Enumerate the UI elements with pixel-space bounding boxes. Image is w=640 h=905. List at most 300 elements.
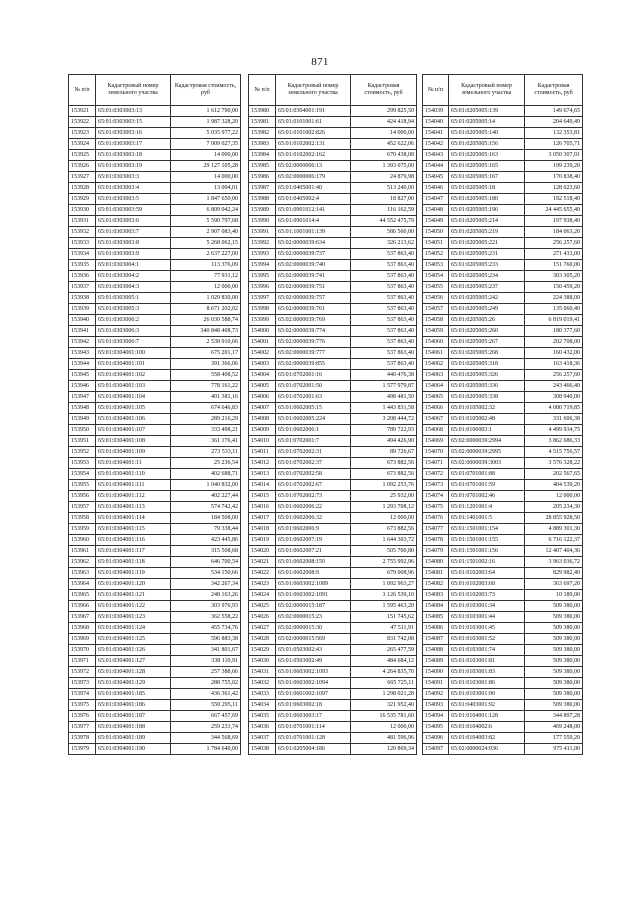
row-number: 153999 xyxy=(249,315,276,326)
row-number: 153996 xyxy=(249,282,276,293)
table-row xyxy=(69,370,241,381)
cadastral-value: 16 535 781,60 xyxy=(351,711,417,722)
row-number: 153949 xyxy=(69,414,96,425)
cadastral-value: 509 380,00 xyxy=(525,601,583,612)
row-number: 154056 xyxy=(423,293,449,304)
page-number: 871 xyxy=(311,56,329,68)
cadastral-value: 679 008,96 xyxy=(351,568,417,579)
row-number: 154003 xyxy=(249,359,276,370)
table-row xyxy=(423,447,583,458)
register-table-2 xyxy=(248,74,417,755)
row-number: 153992 xyxy=(249,238,276,249)
cadastral-number: 65:01:0901014:4 xyxy=(276,216,351,227)
cadastral-value: 1 092 253,76 xyxy=(351,480,417,491)
table-row xyxy=(249,293,417,304)
cadastral-value: 537 863,40 xyxy=(351,249,417,260)
cadastral-value: 24 879,98 xyxy=(351,172,417,183)
row-number: 154010 xyxy=(249,436,276,447)
row-number: 153958 xyxy=(69,513,96,524)
table-row xyxy=(69,733,241,744)
cadastral-value: 184 063,20 xyxy=(525,227,583,238)
row-number: 154054 xyxy=(423,271,449,282)
cadastral-value: 2 755 992,96 xyxy=(351,557,417,568)
cadastral-value: 537 863,40 xyxy=(351,348,417,359)
table-row xyxy=(69,282,241,293)
cadastral-value: 509 380,00 xyxy=(525,634,583,645)
row-number: 154090 xyxy=(423,667,449,678)
row-number: 153998 xyxy=(249,304,276,315)
table-row xyxy=(249,557,417,568)
row-number: 153938 xyxy=(69,293,96,304)
cadastral-number: 65:01:0603002:1094 xyxy=(276,678,351,689)
table-row xyxy=(249,106,417,117)
row-number: 154048 xyxy=(423,205,449,216)
cadastral-number: 65:01:0103001:81 xyxy=(449,656,525,667)
cadastral-number: 65:01:0303003:16 xyxy=(96,128,171,139)
cadastral-number: 65:01:0304001:115 xyxy=(96,524,171,535)
row-number: 154004 xyxy=(249,370,276,381)
table-row xyxy=(69,414,241,425)
cadastral-number: 65:01:0205005:14 xyxy=(449,117,525,128)
cadastral-value: 204 649,49 xyxy=(525,117,583,128)
cadastral-value: 831 742,08 xyxy=(351,634,417,645)
row-number: 153978 xyxy=(69,733,96,744)
cadastral-value: 47 511,91 xyxy=(351,623,417,634)
table-row xyxy=(69,612,241,623)
cadastral-number: 65:01:0303003:13 xyxy=(96,106,171,117)
cadastral-number: 65:01:0304001:113 xyxy=(96,502,171,513)
cadastral-value: 1 847 650,00 xyxy=(171,194,241,205)
cadastral-value: 256 257,60 xyxy=(525,238,583,249)
row-number: 154007 xyxy=(249,403,276,414)
table-row xyxy=(249,227,417,238)
cadastral-value: 2 907 083,40 xyxy=(171,227,241,238)
cadastral-value: 537 863,40 xyxy=(351,359,417,370)
cadastral-value: 4 515 756,57 xyxy=(525,447,583,458)
row-number: 154036 xyxy=(249,722,276,733)
cadastral-number: 65:02:0000039:777 xyxy=(276,348,351,359)
cadastral-number: 65:01:0205005:139 xyxy=(449,106,525,117)
table-row xyxy=(249,733,417,744)
cadastral-value: 14 000,00 xyxy=(351,128,417,139)
cadastral-number: 65:01:0304001:190 xyxy=(96,744,171,755)
table-row xyxy=(423,315,583,326)
cadastral-value: 440 476,38 xyxy=(351,370,417,381)
row-number: 154039 xyxy=(423,106,449,117)
row-number: 154002 xyxy=(249,348,276,359)
cadastral-number: 65:01:0103001:90 xyxy=(449,689,525,700)
cadastral-number: 65:01:0304001:101 xyxy=(96,359,171,370)
cadastral-number: 65:01:0303003:8 xyxy=(96,238,171,249)
row-number: 153993 xyxy=(249,249,276,260)
cadastral-number: 65:01:0303003:59 xyxy=(96,205,171,216)
cadastral-number: 65:01:0603002:18 xyxy=(276,700,351,711)
cadastral-number: 65:01:0403001:92 xyxy=(449,700,525,711)
table-row xyxy=(249,139,417,150)
table-row xyxy=(423,117,583,128)
table-row xyxy=(249,260,417,271)
cadastral-value: 436 361,42 xyxy=(171,689,241,700)
table-row xyxy=(249,700,417,711)
table-row xyxy=(69,645,241,656)
row-number: 154037 xyxy=(249,733,276,744)
table-row xyxy=(69,601,241,612)
table-row xyxy=(249,194,417,205)
table-row xyxy=(249,546,417,557)
row-number: 153956 xyxy=(69,491,96,502)
cadastral-number: 65:01:0205005:242 xyxy=(449,293,525,304)
cadastral-number: 65:02:0000006:13 xyxy=(276,161,351,172)
cadastral-number: 65:01:1501002:16 xyxy=(449,557,525,568)
cadastral-number: 65:01:0602006:32 xyxy=(276,513,351,524)
cadastral-value: 537 863,40 xyxy=(351,260,417,271)
cadastral-number: 65:02:0000039:3003 xyxy=(449,458,525,469)
table-row xyxy=(423,656,583,667)
table-row xyxy=(423,381,583,392)
cadastral-number: 65:01:0102003:73 xyxy=(449,590,525,601)
cadastral-number: 65:01:0205005:260 xyxy=(449,326,525,337)
row-number: 154055 xyxy=(423,282,449,293)
row-number: 153991 xyxy=(249,227,276,238)
cadastral-value: 132 353,81 xyxy=(525,128,583,139)
row-number: 154000 xyxy=(249,326,276,337)
cadastral-value: 192 518,40 xyxy=(525,194,583,205)
cadastral-value: 1 595 463,20 xyxy=(351,601,417,612)
cadastral-number: 65:01:0303006:7 xyxy=(96,337,171,348)
cadastral-value: 4 499 934,75 xyxy=(525,425,583,436)
cadastral-value: 14 000,00 xyxy=(171,150,241,161)
cadastral-value: 537 863,40 xyxy=(351,304,417,315)
table-row xyxy=(69,689,241,700)
cadastral-value: 89 726,67 xyxy=(351,447,417,458)
cadastral-value: 5 590 797,68 xyxy=(171,216,241,227)
cadastral-value: 135 060,40 xyxy=(525,304,583,315)
row-number: 154020 xyxy=(249,546,276,557)
row-number: 153936 xyxy=(69,271,96,282)
table-row xyxy=(69,337,241,348)
table-row xyxy=(69,150,241,161)
cadastral-value: 505 700,80 xyxy=(351,546,417,557)
cadastral-value: 197 938,40 xyxy=(525,216,583,227)
header-number: № п/п xyxy=(69,75,96,106)
table-row xyxy=(423,403,583,414)
cadastral-number: 65:01:0303003:3 xyxy=(96,172,171,183)
cadastral-value: 18 827,00 xyxy=(351,194,417,205)
cadastral-value: 509 380,00 xyxy=(525,689,583,700)
table-row xyxy=(249,128,417,139)
row-number: 154060 xyxy=(423,337,449,348)
row-number: 154052 xyxy=(423,249,449,260)
cadastral-number: 65:01:0601002:1097 xyxy=(276,689,351,700)
cadastral-number: 65:01:0303004:3 xyxy=(96,282,171,293)
row-number: 154017 xyxy=(249,513,276,524)
table-row xyxy=(69,711,241,722)
cadastral-value: 344 897,28 xyxy=(525,711,583,722)
row-number: 154026 xyxy=(249,612,276,623)
cadastral-value: 202 708,00 xyxy=(525,337,583,348)
cadastral-value: 342 267,34 xyxy=(171,579,241,590)
cadastral-value: 829 982,40 xyxy=(525,568,583,579)
cadastral-number: 65:01:0503002:49 xyxy=(276,656,351,667)
cadastral-number: 65:01:0304001:110 xyxy=(96,469,171,480)
cadastral-number: 65:01:0303003:15 xyxy=(96,117,171,128)
cadastral-number: 65:01:0701001:128 xyxy=(276,733,351,744)
row-number: 153928 xyxy=(69,183,96,194)
row-number: 153966 xyxy=(69,601,96,612)
row-number: 153922 xyxy=(69,117,96,128)
table-row xyxy=(249,436,417,447)
cadastral-value: 5 035 977,22 xyxy=(171,128,241,139)
table-row xyxy=(249,425,417,436)
cadastral-number: 65:01:0603003:17 xyxy=(276,711,351,722)
cadastral-value: 1 393 075,00 xyxy=(351,161,417,172)
row-number: 153969 xyxy=(69,634,96,645)
row-number: 154027 xyxy=(249,623,276,634)
cadastral-number: 65:01:0304001:121 xyxy=(96,590,171,601)
table-row xyxy=(423,249,583,260)
cadastral-value: 537 863,40 xyxy=(351,315,417,326)
row-number: 154087 xyxy=(423,634,449,645)
row-number: 153994 xyxy=(249,260,276,271)
table-row xyxy=(69,293,241,304)
row-number: 154013 xyxy=(249,469,276,480)
table-row xyxy=(69,502,241,513)
table-row xyxy=(249,579,417,590)
cadastral-number: 65:01:0205005:267 xyxy=(449,337,525,348)
row-number: 154076 xyxy=(423,513,449,524)
row-number: 153997 xyxy=(249,293,276,304)
table-row xyxy=(249,161,417,172)
cadastral-number: 65:01:0205005:163 xyxy=(449,150,525,161)
table-row xyxy=(249,568,417,579)
cadastral-value: 8 671 202,02 xyxy=(171,304,241,315)
table-row xyxy=(69,568,241,579)
table-row xyxy=(249,337,417,348)
cadastral-value: 481 596,96 xyxy=(351,733,417,744)
cadastral-number: 65:01:0102002:162 xyxy=(276,150,351,161)
row-number: 154088 xyxy=(423,645,449,656)
cadastral-number: 65:01:0205005:26 xyxy=(449,315,525,326)
row-number: 154044 xyxy=(423,161,449,172)
cadastral-value: 509 380,00 xyxy=(525,656,583,667)
row-number: 154001 xyxy=(249,337,276,348)
cadastral-number: 65:01:0304001:108 xyxy=(96,436,171,447)
table-row xyxy=(249,590,417,601)
cadastral-value: 12 000,00 xyxy=(525,491,583,502)
row-number: 153965 xyxy=(69,590,96,601)
cadastral-number: 65:01:0503002:43 xyxy=(276,645,351,656)
cadastral-number: 65:01:0104003:82 xyxy=(449,733,525,744)
cadastral-value: 13 004,01 xyxy=(171,183,241,194)
cadastral-value: 509 380,00 xyxy=(525,667,583,678)
cadastral-value: 646 700,54 xyxy=(171,557,241,568)
cadastral-number: 65:01:0702002:73 xyxy=(276,491,351,502)
row-number: 153931 xyxy=(69,216,96,227)
cadastral-number: 65:01:0304001:111 xyxy=(96,480,171,491)
table-row xyxy=(423,161,583,172)
row-number: 154061 xyxy=(423,348,449,359)
cadastral-number: 65:01:0602008:9 xyxy=(276,568,351,579)
table-row xyxy=(423,623,583,634)
cadastral-value: 202 567,65 xyxy=(525,469,583,480)
cadastral-number: 65:01:0602005:224 xyxy=(276,414,351,425)
cadastral-number: 65:01:0205005:219 xyxy=(449,227,525,238)
row-number: 153977 xyxy=(69,722,96,733)
cadastral-number: 65:01:0303003:19 xyxy=(96,161,171,172)
table-row xyxy=(249,447,417,458)
cadastral-number: 65:01:0405002:4 xyxy=(276,194,351,205)
row-number: 153963 xyxy=(69,568,96,579)
row-number: 153937 xyxy=(69,282,96,293)
cadastral-value: 558 408,52 xyxy=(171,370,241,381)
row-number: 153990 xyxy=(249,216,276,227)
row-number: 153935 xyxy=(69,260,96,271)
cadastral-value: 44 552 475,79 xyxy=(351,216,417,227)
table-row xyxy=(249,381,417,392)
cadastral-value: 321 952,40 xyxy=(351,700,417,711)
row-number: 153962 xyxy=(69,557,96,568)
table-row xyxy=(69,722,241,733)
cadastral-number: 65:01:0205004:186 xyxy=(276,744,351,755)
row-number: 154095 xyxy=(423,722,449,733)
cadastral-number: 65:02:0000015:187 xyxy=(276,601,351,612)
cadastral-value: 1 644 303,72 xyxy=(351,535,417,546)
table-row xyxy=(69,194,241,205)
cadastral-number: 65:01:0103001:45 xyxy=(449,623,525,634)
table-row xyxy=(249,304,417,315)
cadastral-number: 65:01:0205005:233 xyxy=(449,260,525,271)
cadastral-number: 65:01:1501001:155 xyxy=(449,535,525,546)
cadastral-value: 675 201,17 xyxy=(171,348,241,359)
cadastral-value: 537 863,40 xyxy=(351,282,417,293)
cadastral-value: 3 576 328,22 xyxy=(525,458,583,469)
table-row xyxy=(423,260,583,271)
row-number: 154006 xyxy=(249,392,276,403)
cadastral-number: 65:01:0103001:86 xyxy=(449,678,525,689)
row-number: 153985 xyxy=(249,161,276,172)
cadastral-value: 151 745,62 xyxy=(351,612,417,623)
table-row xyxy=(249,458,417,469)
table-row xyxy=(249,645,417,656)
cadastral-value: 1 293 708,12 xyxy=(351,502,417,513)
row-number: 153989 xyxy=(249,205,276,216)
cadastral-number: 65:01:0304001:126 xyxy=(96,645,171,656)
row-number: 154065 xyxy=(423,392,449,403)
cadastral-value: 4 080 719,85 xyxy=(525,403,583,414)
table-row xyxy=(69,579,241,590)
row-number: 153976 xyxy=(69,711,96,722)
cadastral-number: 65:01:0101002:826 xyxy=(276,128,351,139)
cadastral-value: 537 863,40 xyxy=(351,326,417,337)
cadastral-value: 205 234,30 xyxy=(525,502,583,513)
table-row xyxy=(249,634,417,645)
row-number: 153941 xyxy=(69,326,96,337)
row-number: 154028 xyxy=(249,634,276,645)
cadastral-number: 65:01:0205005:140 xyxy=(449,128,525,139)
row-number: 153970 xyxy=(69,645,96,656)
row-number: 154049 xyxy=(423,216,449,227)
row-number: 154032 xyxy=(249,678,276,689)
table-row xyxy=(69,359,241,370)
row-number: 154011 xyxy=(249,447,276,458)
cadastral-value: 224 388,00 xyxy=(525,293,583,304)
table-row xyxy=(423,469,583,480)
cadastral-value: 550 295,11 xyxy=(171,700,241,711)
table-row xyxy=(249,271,417,282)
table-body xyxy=(249,106,417,755)
cadastral-value: 586 560,00 xyxy=(351,227,417,238)
row-number: 154031 xyxy=(249,667,276,678)
cadastral-number: 65:01:0603002:1089 xyxy=(276,579,351,590)
cadastral-number: 65:01:0701001:114 xyxy=(276,722,351,733)
cadastral-number: 65:01:0304001:103 xyxy=(96,381,171,392)
cadastral-number: 65:01:0303003:17 xyxy=(96,139,171,150)
cadastral-number: 65:01:0602005:15 xyxy=(276,403,351,414)
cadastral-value: 574 742,42 xyxy=(171,502,241,513)
table-row xyxy=(69,117,241,128)
table-row xyxy=(249,601,417,612)
cadastral-number: 65:01:0205005:221 xyxy=(449,238,525,249)
cadastral-number: 65:02:0000039:740 xyxy=(276,260,351,271)
cadastral-value: 509 380,00 xyxy=(525,700,583,711)
row-number: 154041 xyxy=(423,128,449,139)
cadastral-value: 24 445 655,40 xyxy=(525,205,583,216)
row-number: 154080 xyxy=(423,557,449,568)
cadastral-value: 150 459,20 xyxy=(525,282,583,293)
row-number: 154086 xyxy=(423,623,449,634)
cadastral-value: 10 189,00 xyxy=(525,590,583,601)
cadastral-value: 402 688,71 xyxy=(171,469,241,480)
cadastral-number: 65:02:0000039:2994 xyxy=(449,436,525,447)
cadastral-value: 326 213,62 xyxy=(351,238,417,249)
cadastral-value: 402 227,44 xyxy=(171,491,241,502)
cadastral-value: 12 000,00 xyxy=(351,722,417,733)
row-number: 154047 xyxy=(423,194,449,205)
row-number: 153926 xyxy=(69,161,96,172)
row-number: 153933 xyxy=(69,238,96,249)
row-number: 154066 xyxy=(423,403,449,414)
table-row xyxy=(423,524,583,535)
cadastral-value: 3 963 036,72 xyxy=(525,557,583,568)
cadastral-value: 28 855 928,50 xyxy=(525,513,583,524)
cadastral-value: 25 236,54 xyxy=(171,458,241,469)
row-number: 153957 xyxy=(69,502,96,513)
table-row xyxy=(69,557,241,568)
row-number: 153984 xyxy=(249,150,276,161)
row-number: 153982 xyxy=(249,128,276,139)
cadastral-value: 6 809 042,24 xyxy=(171,205,241,216)
table-row xyxy=(249,535,417,546)
table-row xyxy=(69,238,241,249)
header-cadastral-number: Кадастровый номер земельного участка xyxy=(276,75,351,106)
cadastral-number: 65:02:0000039:2995 xyxy=(449,447,525,458)
cadastral-value: 341 801,67 xyxy=(171,645,241,656)
cadastral-value: 120 869,34 xyxy=(351,744,417,755)
table-row xyxy=(69,106,241,117)
cadastral-number: 65:01:0104002:6 xyxy=(449,722,525,733)
table-row xyxy=(423,733,583,744)
table-row xyxy=(423,645,583,656)
table-row xyxy=(249,722,417,733)
cadastral-number: 65:01:0304001:109 xyxy=(96,447,171,458)
cadastral-number: 65:01:0104001:128 xyxy=(449,711,525,722)
cadastral-number: 65:01:0304001:112 xyxy=(96,491,171,502)
cadastral-value: 315 508,68 xyxy=(171,546,241,557)
cadastral-number: 65:02:0000039:769 xyxy=(276,315,351,326)
row-number: 154082 xyxy=(423,579,449,590)
table-row xyxy=(423,216,583,227)
row-number: 154008 xyxy=(249,414,276,425)
